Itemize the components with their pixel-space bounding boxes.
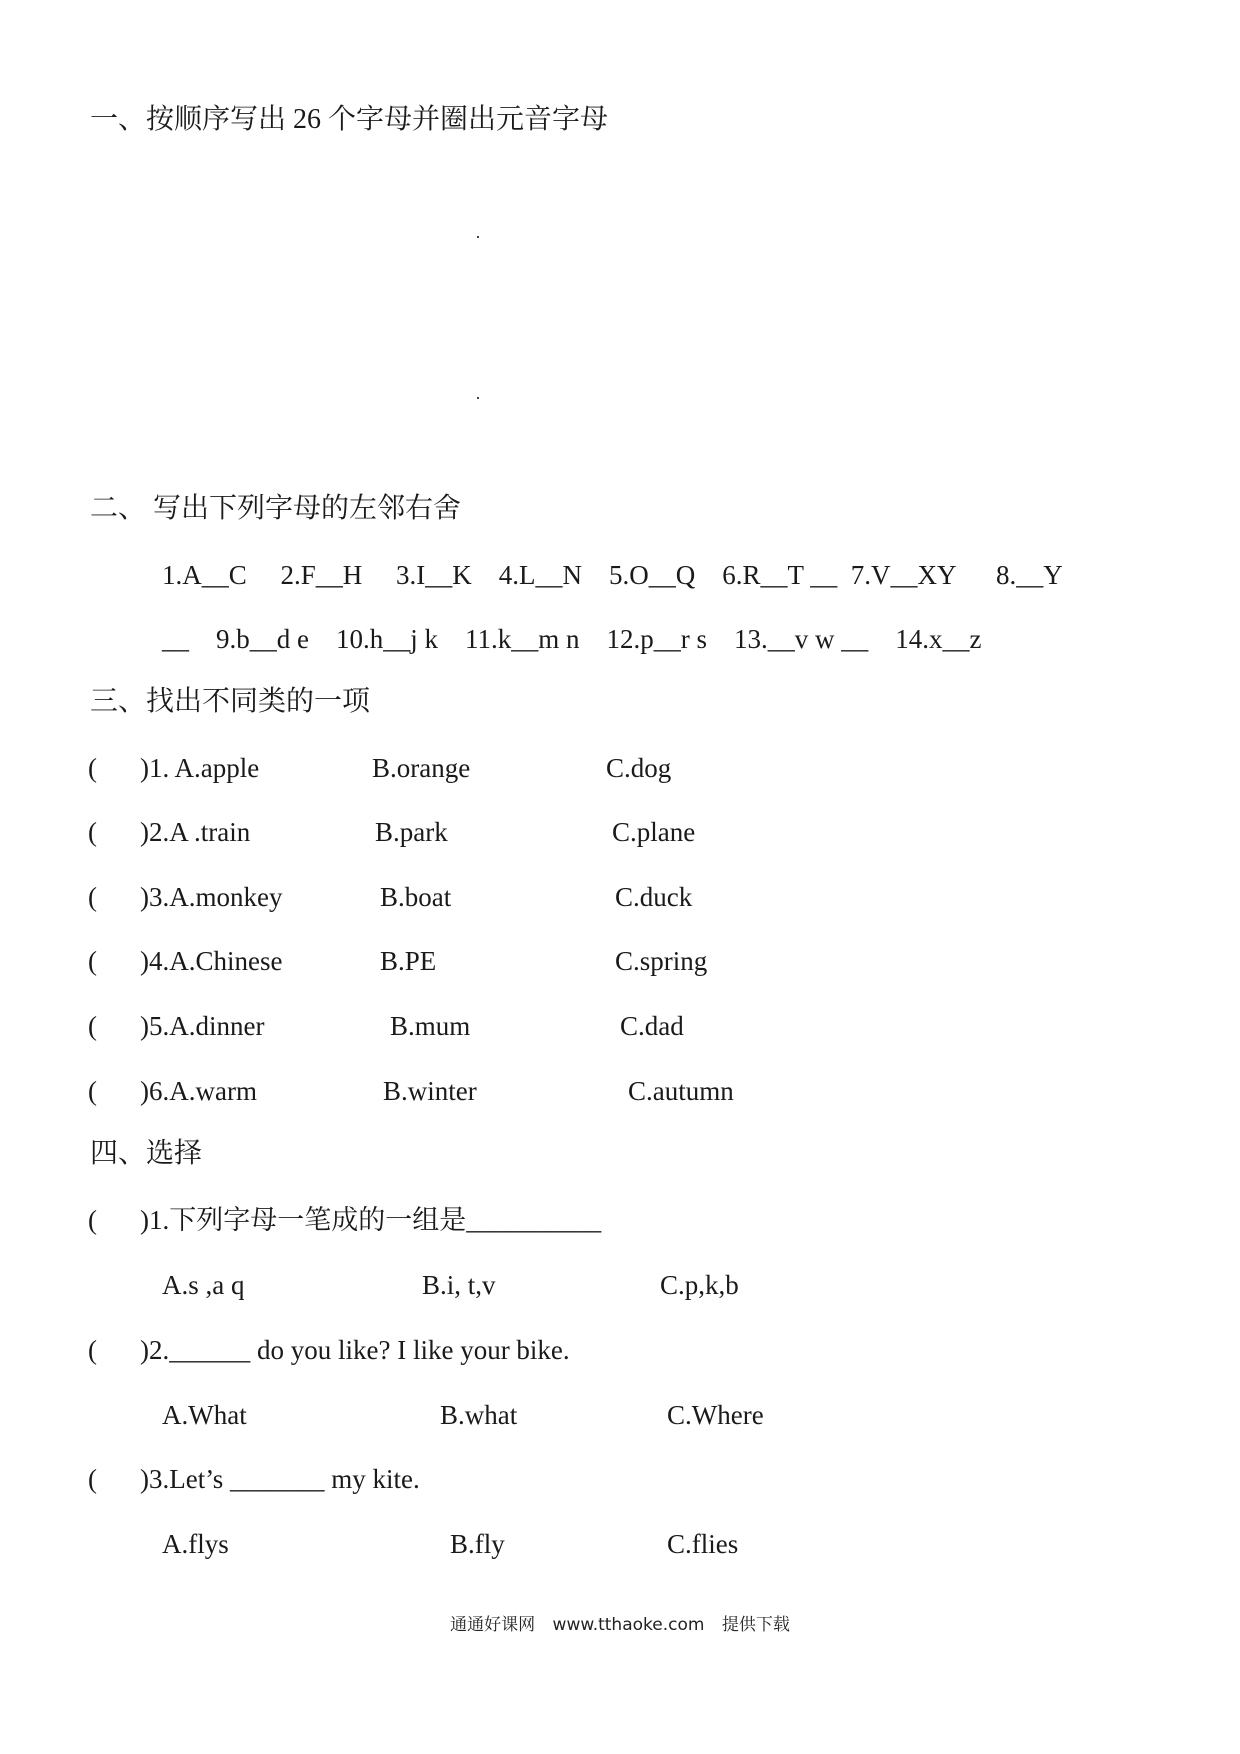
option-b: B.i, t,v [422, 1270, 496, 1300]
question-stem: )1.下列字母一笔成的一组是__________ [140, 1205, 602, 1235]
item-option-a: )4.A.Chinese [140, 946, 283, 976]
answer-paren: ( [88, 817, 97, 847]
answer-paren: ( [88, 1076, 97, 1106]
section-two-heading: 二、 写出下列字母的左邻右舍 [90, 493, 462, 524]
option-a: A.flys [162, 1529, 229, 1559]
footer-url[interactable]: www.tthaoke.com [552, 1615, 705, 1635]
item-option-a: )5.A.dinner [140, 1011, 265, 1041]
item-option-c: C.spring [615, 946, 708, 976]
item-option-c: C.duck [615, 882, 693, 912]
item-option-a: )6.A.warm [140, 1076, 257, 1106]
item-option-b: B.park [375, 817, 448, 847]
question-stem: )3.Let’s _______ my kite. [140, 1464, 420, 1494]
stray-mark [477, 397, 479, 399]
answer-paren: ( [88, 946, 97, 976]
item-option-b: B.orange [372, 753, 471, 783]
footer-action: 提供下载 [721, 1615, 790, 1635]
option-c: C.Where [667, 1400, 764, 1430]
item-option-c: C.dad [620, 1011, 684, 1041]
item-option-c: C.dog [606, 753, 672, 783]
neighbor-letters-line-2: __ 9.b__d e 10.h__j k 11.k__m n 12.p__r s 13.__v w __ 14.x__z [162, 624, 982, 654]
answer-paren: ( [88, 1011, 97, 1041]
option-a: A.s ,a q [162, 1270, 245, 1300]
item-option-a: )3.A.monkey [140, 882, 283, 912]
neighbor-letters-line-1: 1.A__C 2.F__H 3.I__K 4.L__N 5.O__Q 6.R__T __ 7.V__XY 8.__Y [162, 560, 1063, 590]
answer-paren: ( [88, 753, 97, 783]
footer-site-name: 通通好课网 [450, 1615, 536, 1635]
option-a: A.What [162, 1400, 247, 1430]
stray-mark [477, 236, 479, 238]
section-three-heading: 三、找出不同类的一项 [90, 686, 371, 717]
item-option-b: B.mum [390, 1011, 471, 1041]
answer-paren: ( [88, 882, 97, 912]
page-footer [0, 1610, 1240, 1635]
item-option-b: B.winter [383, 1076, 477, 1106]
option-c: C.flies [667, 1529, 739, 1559]
answer-paren: ( [88, 1335, 97, 1365]
item-option-a: )1. A.apple [140, 753, 260, 783]
item-option-b: B.boat [380, 882, 452, 912]
question-stem: )2.______ do you like? I like your bike. [140, 1335, 570, 1365]
item-option-b: B.PE [380, 946, 437, 976]
answer-paren: ( [88, 1205, 97, 1235]
section-one-heading: 一、按顺序写出 26 个字母并圈出元音字母 [90, 104, 609, 135]
answer-paren: ( [88, 1464, 97, 1494]
item-option-c: C.plane [612, 817, 696, 847]
option-b: B.what [440, 1400, 518, 1430]
item-option-a: )2.A .train [140, 817, 251, 847]
section-four-heading: 四、选择 [90, 1138, 203, 1169]
option-c: C.p,k,b [660, 1270, 739, 1300]
item-option-c: C.autumn [628, 1076, 734, 1106]
option-b: B.fly [450, 1529, 505, 1559]
